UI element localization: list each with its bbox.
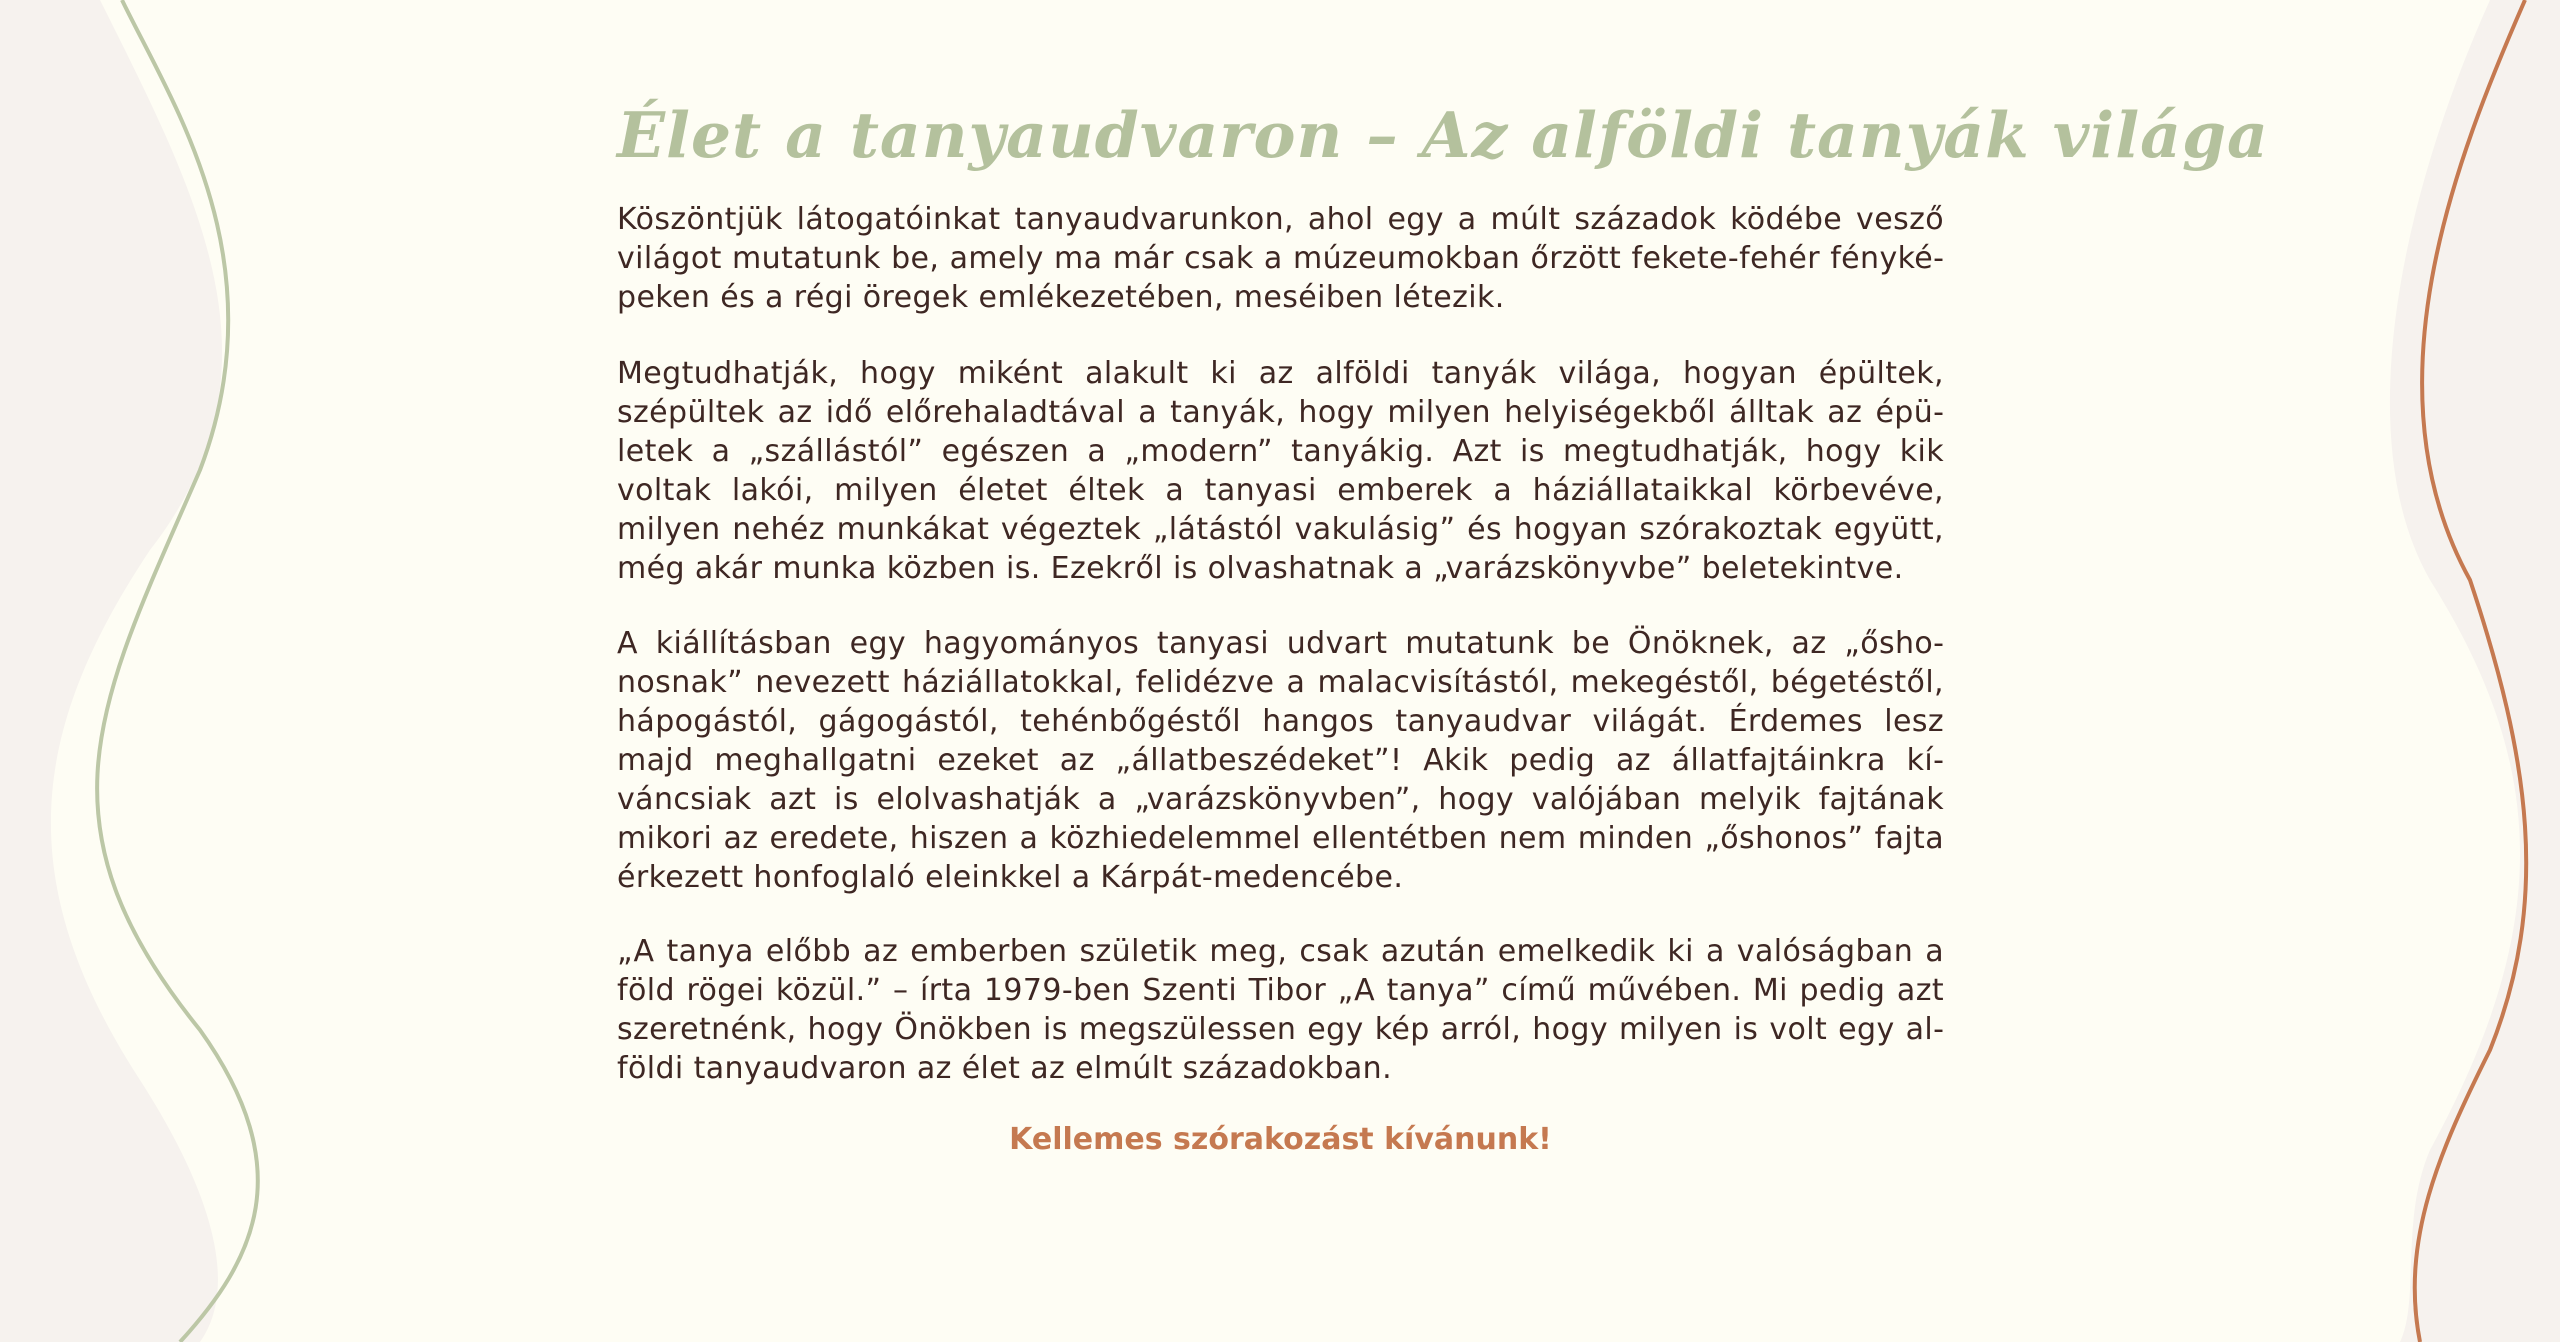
exhibition-paragraph: A kiállításban egy hagyományos tanyasi udvart mutatunk be Önöknek, az „őshonosnak” nevezett háziállatokkal, felidézve a malacvisítástól, mekegéstől, bégetéstől, hápogástól, gágogástól, tehénbőgéstől hangos tanyaudvar világát. Érdemes lesz majd meghallgatni ezeket az „állatbeszédeket”! Akik pedig az állatfajtáinkra kíváncsiak azt is elolvashatják a „varázskönyvben”, hogy valójában melyik fajtának mikori az eredete, hiszen a közhiedelemmel ellentétben nem minden „őshonos” fajta érkezett honfoglaló eleinkkel a Kárpát-medencébe. — [617, 626, 1944, 895]
page-title: Élet a tanyaudvaron – Az alföldi tanyák világa — [617, 98, 2269, 173]
closing-message: Kellemes szórakozást kívánunk! — [1009, 1122, 1552, 1157]
intro-paragraph: Köszöntjük látogatóinkat tanyaudvarunkon, ahol egy a múlt századok ködébe vesző világot mutatunk be, amely ma már csak a múzeumokban őrzött fekete-fehér fényképeken és a régi öregek emlékezetében, meséiben létezik. — [617, 202, 1944, 315]
quote-paragraph: „A tanya előbb az emberben születik meg, csak azután emelkedik ki a valóságban a föld rögei közül.” – írta 1979-ben Szenti Tibor „A tanya” című művében. Mi pedig azt szeretnénk, hogy Önökben is megszülessen egy kép arról, hogy milyen is volt egy alföldi tanyaudvaron az élet az elmúlt századokban. — [617, 934, 1944, 1086]
history-paragraph: Megtudhatják, hogy miként alakult ki az alföldi tanyák világa, hogyan épültek, szépültek az idő előrehaladtával a tanyák, hogy milyen helyiségekből álltak az épületek a „szállástól” egészen a „modern” tanyákig. Azt is megtudhatják, hogy kik voltak lakói, milyen életet éltek a tanyasi emberek a háziállataikkal körbevéve, milyen nehéz munkákat végeztek „látástól vakulásig” és hogyan szórakoztak együtt, még akár munka közben is. Ezekről is olvashatnak a „varázskönyvbe” beletekintve. — [617, 356, 1944, 586]
